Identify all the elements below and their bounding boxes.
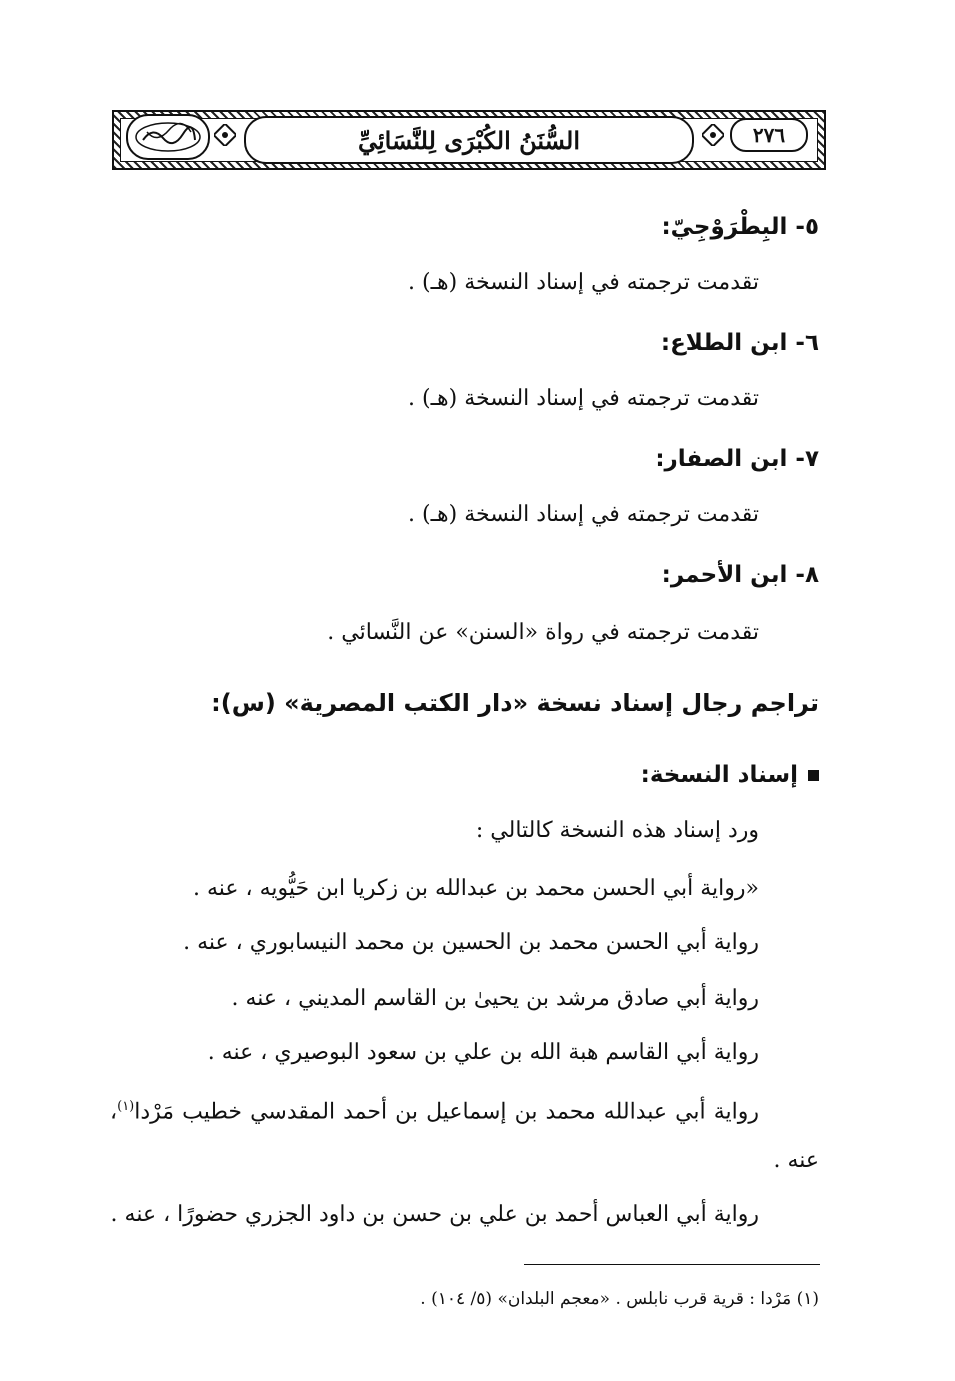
entry-heading: ٧- ابن الصفار: bbox=[655, 446, 819, 472]
chain-line-continuation: عنه . bbox=[773, 1148, 819, 1173]
square-bullet-icon bbox=[808, 770, 819, 781]
book-title: السُّنَنُ الكُبْرَى لِلنَّسَائِيِّ bbox=[357, 125, 581, 155]
chain-line: رواية أبي صادق مرشد بن يحيىٰ بن القاسم المديني ، عنه . bbox=[231, 986, 759, 1011]
entry-text: تقدمت ترجمته في إسناد النسخة (هـ) . bbox=[408, 502, 759, 527]
footnote: (١) مَرْدا : قرية قرب نابلس . «معجم البلدان» (٥/ ١٠٤) . bbox=[420, 1289, 819, 1309]
entry-heading: ٨- ابن الأحمر: bbox=[661, 562, 819, 588]
entry-heading: ٦- ابن الطلاع: bbox=[660, 330, 819, 356]
entry-heading: ٥- البِطْرَوْجِيّ: bbox=[661, 214, 819, 240]
chain-line: رواية أبي القاسم هبة الله بن علي بن سعود البوصيري ، عنه . bbox=[207, 1040, 759, 1065]
chain-line-long bbox=[110, 1092, 759, 1127]
chain-intro: ورد إسناد هذه النسخة كالتالي : bbox=[475, 818, 759, 843]
book-seal-ornament bbox=[126, 114, 210, 160]
running-title-cartouche bbox=[244, 116, 694, 164]
subsection-title: إسناد النسخة: bbox=[640, 762, 798, 788]
entry-text: تقدمت ترجمته في رواة «السنن» عن النَّسائي . bbox=[327, 620, 759, 645]
chain-line-comma: ، bbox=[110, 1099, 118, 1125]
knot-ornament-icon bbox=[214, 124, 236, 146]
chain-line: رواية أبي الحسن محمد بن الحسين بن محمد النيسابوري ، عنه . bbox=[183, 930, 759, 955]
entry-text: تقدمت ترجمته في إسناد النسخة (هـ) . bbox=[408, 386, 759, 411]
page-number: ٢٧٦ bbox=[730, 118, 808, 152]
footnote-divider bbox=[524, 1264, 820, 1265]
subsection-heading bbox=[90, 760, 819, 790]
footnote-marker: (١) bbox=[117, 1099, 135, 1114]
section-title: تراجم رجال إسناد نسخة «دار الكتب المصرية» (س): bbox=[211, 689, 819, 717]
knot-ornament-icon bbox=[702, 124, 724, 146]
chain-line-text: رواية أبي عبدالله محمد بن إسماعيل بن أحمد المقدسي خطيب مَرْدا bbox=[134, 1099, 759, 1125]
page-header-frame bbox=[112, 110, 826, 170]
chain-line: رواية أبي العباس أحمد بن علي بن حسن بن داود الجزري حضورًا ، عنه . bbox=[110, 1202, 759, 1227]
seal-calligraphy-icon bbox=[133, 120, 203, 154]
entry-text: تقدمت ترجمته في إسناد النسخة (هـ) . bbox=[408, 270, 759, 295]
chain-line: «رواية أبي الحسن محمد بن عبدالله بن زكريا ابن حَيُّويه ، عنه . bbox=[192, 876, 759, 901]
